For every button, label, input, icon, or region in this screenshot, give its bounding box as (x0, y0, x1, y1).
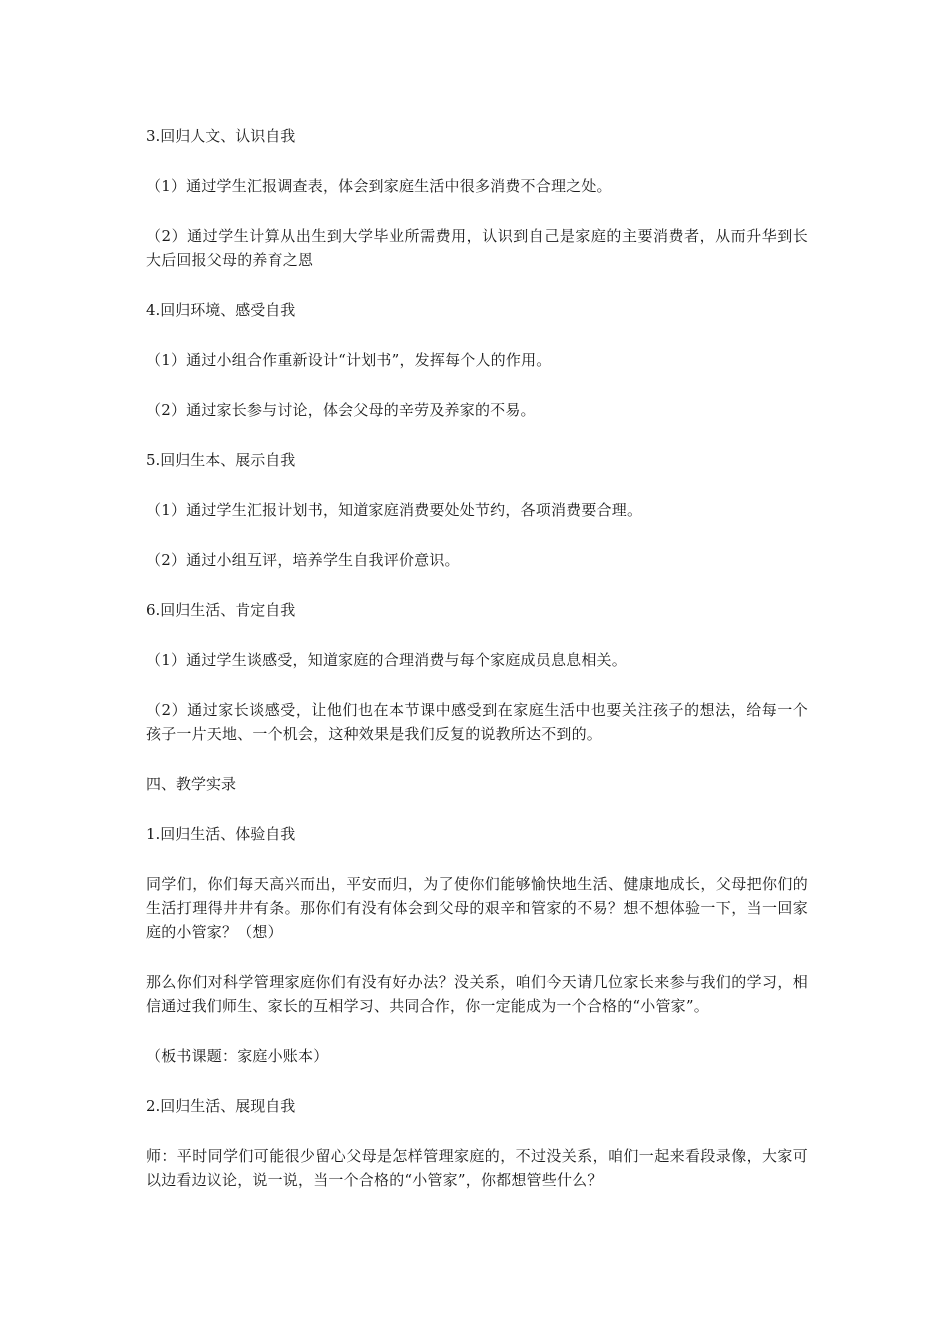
paragraph: （2）通过学生计算从出生到大学毕业所需费用，认识到自己是家庭的主要消费者，从而升华到长大后回报父母的养育之恩 (146, 227, 808, 269)
document-body (146, 124, 808, 1218)
section-heading-6: 6.回归生活、肯定自我 (146, 601, 296, 619)
paragraph: （1）通过学生汇报调查表，体会到家庭生活中很多消费不合理之处。 (146, 177, 612, 195)
section-heading-5: 5.回归生本、展示自我 (146, 451, 296, 469)
section-heading-3: 3.回归人文、认识自我 (146, 127, 296, 145)
chapter-heading-teaching-record: 四、教学实录 (146, 775, 237, 793)
section-heading-4: 4.回归环境、感受自我 (146, 301, 296, 319)
section-heading-2: 2.回归生活、展现自我 (146, 1097, 296, 1115)
paragraph: 师：平时同学们可能很少留心父母是怎样管理家庭的，不过没关系，咱们一起来看段录像，大家可以边看边议论，说一说，当一个合格的“小管家”，你都想管些什么？ (146, 1147, 808, 1189)
section-heading-1: 1.回归生活、体验自我 (146, 825, 296, 843)
paragraph: 同学们，你们每天高兴而出，平安而归，为了使你们能够愉快地生活、健康地成长，父母把你们的生活打理得井井有条。那你们有没有体会到父母的艰辛和管家的不易？想不想体验一下，当一回家庭的小管家？（想） (146, 875, 808, 941)
paragraph: （1）通过学生谈感受，知道家庭的合理消费与每个家庭成员息息相关。 (146, 651, 627, 669)
paragraph: （板书课题：家庭小账本） (146, 1047, 329, 1065)
paragraph: （1）通过小组合作重新设计“计划书”，发挥每个人的作用。 (146, 351, 552, 369)
paragraph: （1）通过学生汇报计划书，知道家庭消费要处处节约，各项消费要合理。 (146, 501, 643, 519)
paragraph: 那么你们对科学管理家庭你们有没有好办法？没关系，咱们今天请几位家长来参与我们的学习，相信通过我们师生、家长的互相学习、共同合作，你一定能成为一个合格的“小管家”。 (146, 973, 808, 1015)
paragraph: （2）通过家长参与讨论，体会父母的辛劳及养家的不易。 (146, 401, 536, 419)
paragraph: （2）通过家长谈感受，让他们也在本节课中感受到在家庭生活中也要关注孩子的想法，给每一个孩子一片天地、一个机会，这种效果是我们反复的说教所达不到的。 (146, 701, 808, 743)
paragraph: （2）通过小组互评，培养学生自我评价意识。 (146, 551, 460, 569)
